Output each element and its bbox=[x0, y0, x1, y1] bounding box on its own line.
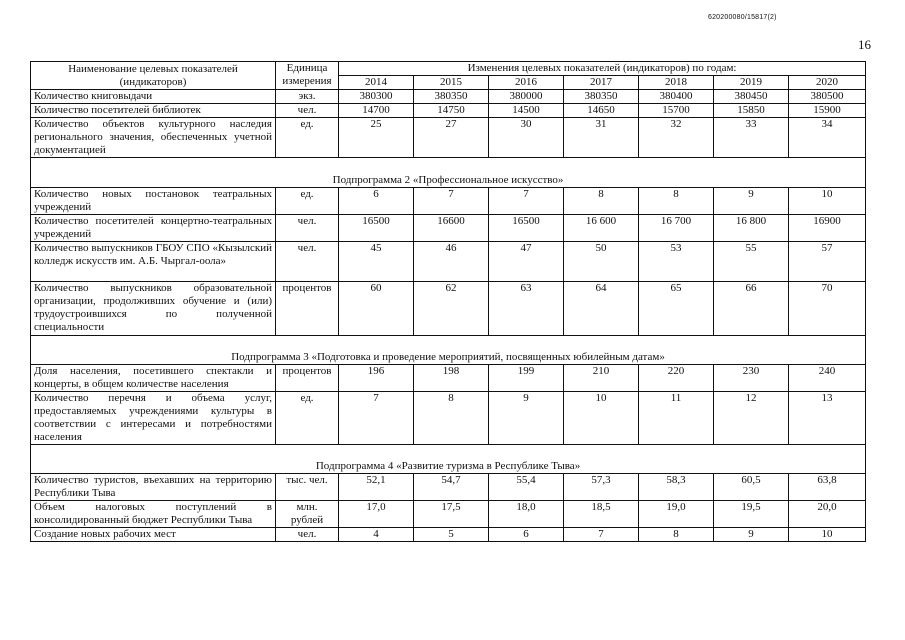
table-row bbox=[31, 215, 866, 242]
value-cell: 8 bbox=[564, 188, 639, 215]
value-cell: 34 bbox=[789, 118, 866, 158]
value-cell: 17,0 bbox=[339, 501, 414, 528]
value-cell: 62 bbox=[414, 282, 489, 336]
value-cell: 15850 bbox=[714, 104, 789, 118]
table-row bbox=[31, 282, 866, 336]
value-cell: 19,0 bbox=[639, 501, 714, 528]
value-cell: 55 bbox=[714, 242, 789, 282]
unit-cell: процентов bbox=[276, 365, 339, 392]
indicator-name: Количество объектов культурного наследия регионального значения, обеспеченных учетной документацией bbox=[31, 118, 276, 158]
value-cell: 220 bbox=[639, 365, 714, 392]
year-header: 2015 bbox=[414, 76, 489, 90]
value-cell: 210 bbox=[564, 365, 639, 392]
unit-cell: ед. bbox=[276, 392, 339, 445]
indicator-name: Доля населения, посетившего спектакли и концерты, в общем количестве населения bbox=[31, 365, 276, 392]
subprogram-title: Подпрограмма 4 «Развитие туризма в Республике Тыва» bbox=[31, 445, 866, 474]
year-header: 2017 bbox=[564, 76, 639, 90]
value-cell: 12 bbox=[714, 392, 789, 445]
value-cell: 14700 bbox=[339, 104, 414, 118]
year-header: 2016 bbox=[489, 76, 564, 90]
value-cell: 4 bbox=[339, 528, 414, 542]
page-number: 16 bbox=[858, 37, 871, 52]
value-cell: 198 bbox=[414, 365, 489, 392]
table-row bbox=[31, 118, 866, 158]
value-cell: 55,4 bbox=[489, 474, 564, 501]
value-cell: 57,3 bbox=[564, 474, 639, 501]
value-cell: 16500 bbox=[489, 215, 564, 242]
value-cell: 380000 bbox=[489, 90, 564, 104]
value-cell: 380450 bbox=[714, 90, 789, 104]
value-cell: 15700 bbox=[639, 104, 714, 118]
unit-cell: процентов bbox=[276, 282, 339, 336]
subprogram-row bbox=[31, 445, 866, 474]
value-cell: 8 bbox=[639, 528, 714, 542]
value-cell: 6 bbox=[489, 528, 564, 542]
value-cell: 16500 bbox=[339, 215, 414, 242]
value-cell: 57 bbox=[789, 242, 866, 282]
table-row bbox=[31, 392, 866, 445]
value-cell: 5 bbox=[414, 528, 489, 542]
table-row bbox=[31, 188, 866, 215]
value-cell: 47 bbox=[489, 242, 564, 282]
table-row bbox=[31, 474, 866, 501]
value-cell: 54,7 bbox=[414, 474, 489, 501]
unit-cell: чел. bbox=[276, 215, 339, 242]
value-cell: 9 bbox=[489, 392, 564, 445]
value-cell: 63 bbox=[489, 282, 564, 336]
value-cell: 65 bbox=[639, 282, 714, 336]
indicator-name: Количество выпускников образовательной организации, продолживших обучение и (или) трудоустроившихся по полученной специальности bbox=[31, 282, 276, 336]
value-cell: 7 bbox=[489, 188, 564, 215]
year-header: 2018 bbox=[639, 76, 714, 90]
indicator-name: Создание новых рабочих мест bbox=[31, 528, 276, 542]
indicator-name: Количество туристов, въехавших на территорию Республики Тыва bbox=[31, 474, 276, 501]
value-cell: 30 bbox=[489, 118, 564, 158]
value-cell: 14500 bbox=[489, 104, 564, 118]
value-cell: 58,3 bbox=[639, 474, 714, 501]
value-cell: 240 bbox=[789, 365, 866, 392]
indicator-name: Количество посетителей концертно-театральных учреждений bbox=[31, 215, 276, 242]
value-cell: 6 bbox=[339, 188, 414, 215]
value-cell: 9 bbox=[714, 528, 789, 542]
header-unit-cell: Единица измерения bbox=[276, 62, 339, 90]
document-code: 620200080/15817(2) bbox=[708, 14, 777, 21]
header-changes-cell: Изменения целевых показателей (индикаторов) по годам: bbox=[339, 62, 866, 76]
unit-cell: ед. bbox=[276, 188, 339, 215]
indicator-name: Количество перечня и объема услуг, предоставляемых учреждениями культуры в соответствии с интересами и потребностями населения bbox=[31, 392, 276, 445]
value-cell: 380500 bbox=[789, 90, 866, 104]
value-cell: 18,0 bbox=[489, 501, 564, 528]
indicator-name: Объем налоговых поступлений в консолидированный бюджет Республики Тыва bbox=[31, 501, 276, 528]
value-cell: 32 bbox=[639, 118, 714, 158]
value-cell: 7 bbox=[414, 188, 489, 215]
year-header: 2014 bbox=[339, 76, 414, 90]
value-cell: 60,5 bbox=[714, 474, 789, 501]
value-cell: 27 bbox=[414, 118, 489, 158]
header-name-cell: Наименование целевых показателей (индикаторов) bbox=[31, 62, 276, 90]
value-cell: 10 bbox=[789, 528, 866, 542]
value-cell: 16600 bbox=[414, 215, 489, 242]
unit-cell: экз. bbox=[276, 90, 339, 104]
value-cell: 380300 bbox=[339, 90, 414, 104]
unit-cell: чел. bbox=[276, 242, 339, 282]
table-row bbox=[31, 242, 866, 282]
table-body bbox=[31, 90, 866, 542]
indicator-name: Количество новых постановок театральных учреждений bbox=[31, 188, 276, 215]
value-cell: 10 bbox=[564, 392, 639, 445]
value-cell: 196 bbox=[339, 365, 414, 392]
value-cell: 45 bbox=[339, 242, 414, 282]
value-cell: 50 bbox=[564, 242, 639, 282]
value-cell: 16900 bbox=[789, 215, 866, 242]
value-cell: 70 bbox=[789, 282, 866, 336]
unit-cell: тыс. чел. bbox=[276, 474, 339, 501]
value-cell: 52,1 bbox=[339, 474, 414, 501]
table-row bbox=[31, 501, 866, 528]
value-cell: 15900 bbox=[789, 104, 866, 118]
value-cell: 33 bbox=[714, 118, 789, 158]
header-row bbox=[31, 62, 866, 76]
value-cell: 60 bbox=[339, 282, 414, 336]
value-cell: 25 bbox=[339, 118, 414, 158]
value-cell: 16 700 bbox=[639, 215, 714, 242]
indicator-name: Количество книговыдачи bbox=[31, 90, 276, 104]
value-cell: 14650 bbox=[564, 104, 639, 118]
subprogram-row bbox=[31, 158, 866, 188]
table-row bbox=[31, 528, 866, 542]
indicator-name: Количество посетителей библиотек bbox=[31, 104, 276, 118]
value-cell: 16 800 bbox=[714, 215, 789, 242]
subprogram-row bbox=[31, 336, 866, 365]
value-cell: 380350 bbox=[414, 90, 489, 104]
value-cell: 380400 bbox=[639, 90, 714, 104]
value-cell: 16 600 bbox=[564, 215, 639, 242]
unit-cell: чел. bbox=[276, 528, 339, 542]
value-cell: 46 bbox=[414, 242, 489, 282]
value-cell: 9 bbox=[714, 188, 789, 215]
unit-cell: млн. рублей bbox=[276, 501, 339, 528]
value-cell: 8 bbox=[639, 188, 714, 215]
value-cell: 14750 bbox=[414, 104, 489, 118]
indicator-name: Количество выпускников ГБОУ СПО «Кызылский колледж искусств им. А.Б. Чыргал-оола» bbox=[31, 242, 276, 282]
value-cell: 53 bbox=[639, 242, 714, 282]
table-row bbox=[31, 90, 866, 104]
value-cell: 10 bbox=[789, 188, 866, 215]
table-row bbox=[31, 104, 866, 118]
table-row bbox=[31, 365, 866, 392]
value-cell: 20,0 bbox=[789, 501, 866, 528]
unit-cell: ед. bbox=[276, 118, 339, 158]
subprogram-title: Подпрограмма 3 «Подготовка и проведение мероприятий, посвященных юбилейным датам» bbox=[31, 336, 866, 365]
value-cell: 64 bbox=[564, 282, 639, 336]
value-cell: 17,5 bbox=[414, 501, 489, 528]
unit-cell: чел. bbox=[276, 104, 339, 118]
value-cell: 63,8 bbox=[789, 474, 866, 501]
value-cell: 230 bbox=[714, 365, 789, 392]
value-cell: 13 bbox=[789, 392, 866, 445]
year-header: 2019 bbox=[714, 76, 789, 90]
value-cell: 380350 bbox=[564, 90, 639, 104]
value-cell: 31 bbox=[564, 118, 639, 158]
value-cell: 199 bbox=[489, 365, 564, 392]
value-cell: 11 bbox=[639, 392, 714, 445]
value-cell: 7 bbox=[339, 392, 414, 445]
value-cell: 66 bbox=[714, 282, 789, 336]
subprogram-title: Подпрограмма 2 «Профессиональное искусство» bbox=[31, 158, 866, 188]
value-cell: 8 bbox=[414, 392, 489, 445]
value-cell: 19,5 bbox=[714, 501, 789, 528]
value-cell: 18,5 bbox=[564, 501, 639, 528]
year-header: 2020 bbox=[789, 76, 866, 90]
value-cell: 7 bbox=[564, 528, 639, 542]
indicators-table bbox=[30, 61, 866, 542]
